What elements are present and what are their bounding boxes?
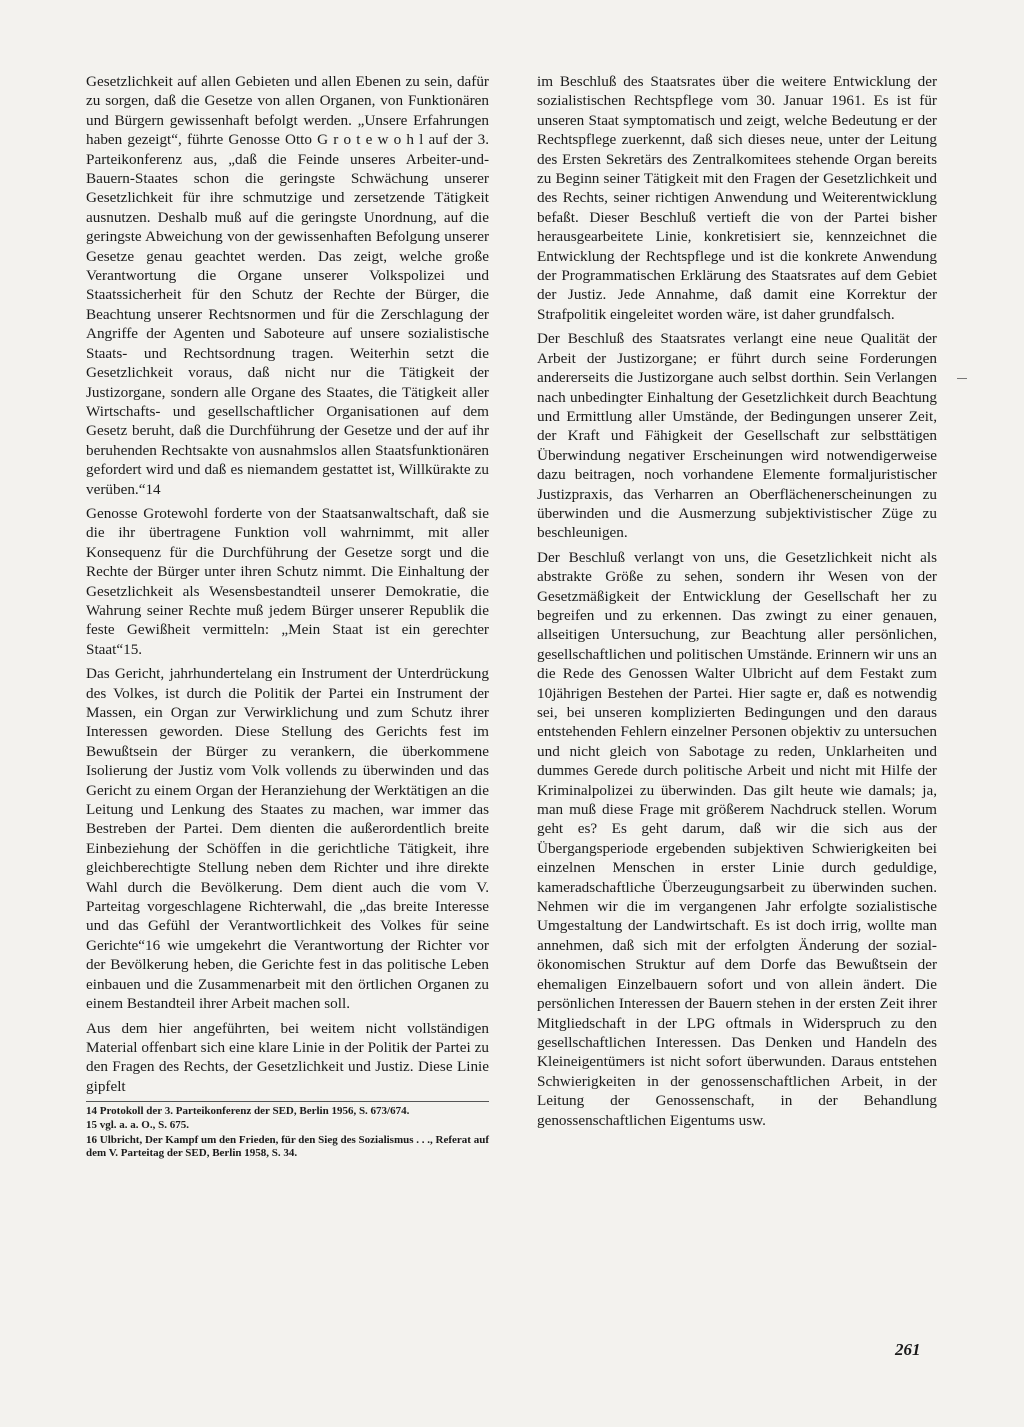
- margin-mark: [957, 378, 967, 379]
- paragraph: Gesetzlichkeit auf allen Gebieten und allen Ebenen zu sein, dafür zu sorgen, daß die Gesetze von allen Organen, von Funktionären und Bürgern gewissenhaft befolgt werden. „Unsere Erfahrungen haben gezeigt“, führte Genosse Otto G r o t e w o h l auf der 3. Parteikonferenz aus, „daß die Feinde unseres Arbeiter-und-Bauern-Staates schon die geringste Schwächung unserer Gesetzlichkeit für ihre schmutzige und zersetzende Tätigkeit ausnutzen. Deshalb muß auf die geringste Unordnung, auf die geringste Abweichung von der gewissenhaften Befolgung unserer Gesetze genau geachtet werden. Das zeigt, welche große Verantwortung die Organe unserer Volkspolizei und Staatssicherheit für den Schutz der Rechte der Bürger, die Beachtung unserer Rechtsnormen und für die Zerschlagung der Angriffe der Agenten und Saboteure auf unsere sozialistische Staats- und Rechtsordnung tragen. Weiterhin setzt die Gesetzlichkeit voraus, daß nicht nur die Tätigkeit der Justizorgane, sondern alle Organe des Staates, die Tätigkeit aller Wirtschafts- und gesellschaftlicher Organisationen auf dem Gesetz beruht, daß die Durchführung der Gesetze und der auf ihr beruhenden Rechtsakte von ausnahmslos allen Staatsfunktionären gefordert wird und daß es niemandem gestattet ist, Willkürakte zu verüben.“14: [86, 73, 489, 498]
- left-column: [86, 72, 489, 1161]
- paragraph: Der Beschluß verlangt von uns, die Gesetzlichkeit nicht als abstrakte Größe zu sehen, sondern ihr Wesen von der Gesetzmäßigkeit der Entwicklung der Gesellschaft her zu begreifen und zu erkennen. Das zwingt zu einer genauen, allseitigen Untersuchung, zur Beachtung aller persönlichen, gesellschaftlichen und politischen Umstände. Erinnern wir uns an die Rede des Genossen Walter Ulbricht auf dem Festakt zum 10jährigen Bestehen der Partei. Hier sagte er, daß es notwendig sei, bei unseren komplizierten Bedingungen und den daraus entstehenden Fehlern einzelner Personen objektiv zu untersuchen und nicht gleich von Sabotage zu reden, Unklarheiten und dummes Gerede durch politische Arbeit und nicht mit Hilfe der Kriminalpolizei zu überwinden. Das gilt heute wie damals; ja, man muß diese Frage mit größerem Nachdruck stellen. Worum geht es? Es geht darum, daß wir die sich aus der Übergangsperiode ergebenden subjektiven Schwierigkeiten bei einzelnen Menschen in erster Linie durch geduldige, kameradschaftliche Überzeugungsarbeit zu überwinden suchen. Nehmen wir die im vergangenen Jahr erfolgte sozialistische Umgestaltung der Landwirtschaft. Es ist doch irrig, wollte man annehmen, daß sich mit der erfolgten Änderung der sozial-ökonomischen Struktur auf dem Dorfe das Bewußtsein der ehemaligen Einzelbauern sofort und von allein ändert. Die persönlichen Interessen der Bauern stehen in der ersten Zeit ihrer Mitgliedschaft in der LPG oftmals in Widerspruch zu den gesellschaftlichen Interessen. Das Denken und Handeln des Kleineigentümers ist nicht sofort überwunden. Daraus entstehen Schwierigkeiten in der genossenschaftlichen Arbeit, in der Leitung der Genossenschaft, in der Behandlung genossenschaftlichen Eigentums usw.: [537, 548, 937, 1129]
- paragraph: im Beschluß des Staatsrates über die weitere Entwicklung der sozialistischen Rechtspflege vom 30. Januar 1961. Es ist für unseren Staat symptomatisch und zeigt, welche Bedeutung er der Rechtspflege zuerkennt, daß sich dieses neue, unter der Leitung des Ersten Sekretärs des Zentralkomitees stehende Organ bereits zu Beginn seiner Tätigkeit mit den Fragen der Gesetzlichkeit und des Rechts, seiner richtigen Anwendung und Weiterentwicklung befaßt. Dieser Beschluß vertieft die von der Partei bisher herausgearbeitete Linie, konkretisiert sie, kennzeichnet die Entwicklung der Rechtspflege und ist die konkrete Anwendung der Programmatischen Erklärung des Staatsrates auf dem Gebiet der Justiz. Jede Annahme, daß damit eine Korrektur der Strafpolitik eingeleitet worden wäre, ist daher grundfalsch.: [537, 73, 937, 323]
- footnote: 16 Ulbricht, Der Kampf um den Frieden, für den Sieg des Sozialismus . . ., Referat auf dem V. Parteitag der SED, Berlin 1958, S. 34.: [86, 1133, 489, 1159]
- paragraph: Der Beschluß des Staatsrates verlangt eine neue Qualität der Arbeit der Justizorgane; er führt durch seine Forderungen andererseits die Justizorgane auch selbst dorthin. Sein Verlangen nach unbedingter Einhaltung der Gesetzlichkeit durch Beachtung und Ermittlung aller Umstände, der Bedingungen unserer Zeit, der Kraft und Fähigkeit der Gesellschaft zur selbsttätigen Überwindung negativer Erscheinungen wird notwendigerweise dazu beitragen, noch vorhandene Elemente formaljuristischer Justizpraxis, das Verharren an Oberflächenerscheinungen zu überwinden und die Ausmerzung subjektivistischer Züge zu beschleunigen.: [537, 330, 937, 542]
- paragraph: Aus dem hier angeführten, bei weitem nicht vollständigen Material offenbart sich eine klare Linie in der Politik der Partei zu den Fragen des Rechts, der Gesetzlichkeit und Justiz. Diese Linie gipfelt: [86, 1019, 489, 1095]
- footnotes: [86, 1101, 489, 1160]
- right-column: [537, 72, 937, 1135]
- footnote: 14 Protokoll der 3. Parteikonferenz der SED, Berlin 1956, S. 673/674.: [86, 1105, 410, 1118]
- paragraph: Das Gericht, jahrhundertelang ein Instrument der Unterdrückung des Volkes, ist durch die Politik der Partei ein Instrument der Massen, ein Organ zur Verwirklichung und zum Schutz ihrer Interessen geworden. Diese Stellung des Gerichts fest im Bewußtsein der Bürger zu verankern, die überkommene Isolierung der Justiz vom Volk vollends zu überwinden und das Gericht zu einem Organ der Heranziehung der Werktätigen an die Leitung und Lenkung des Staates zu machen, war immer das Bestreben der Partei. Dem dienten die außerordentlich breite Einbeziehung der Schöffen in die gerichtliche Tätigkeit, ihre gleichberechtigte Stellung neben dem Richter und ihre direkte Wahl durch die Bevölkerung. Dem dient auch die vom V. Parteitag vorgeschlagene Richterwahl, die „das breite Interesse und das Gefühl der Verantwortlichkeit des Volkes für seine Gerichte“16 wie umgekehrt die Verantwortung der Richter vor der Bevölkerung heben, die Gerichte fest in das politische Leben einbauen und die Zusammenarbeit mit den örtlichen Organen zu einem Bestandteil ihrer Arbeit machen soll.: [86, 665, 489, 1013]
- paragraph: Genosse Grotewohl forderte von der Staatsanwaltschaft, daß sie die ihr übertragene Funktion voll wahrnimmt, mit aller Konsequenz für die Durchführung der Gesetze sorgt und die Rechte der Bürger unter ihren Schutz nimmt. Die Einhaltung der Gesetzlichkeit als Wesensbestandteil unserer Demokratie, die Wahrung seiner Rechte muß jedem Bürger unserer Republik die feste Gewißheit vermitteln: „Mein Staat ist ein gerechter Staat“15.: [86, 504, 489, 658]
- footnote: 15 vgl. a. a. O., S. 675.: [86, 1119, 189, 1132]
- page-number: 261: [895, 1340, 921, 1359]
